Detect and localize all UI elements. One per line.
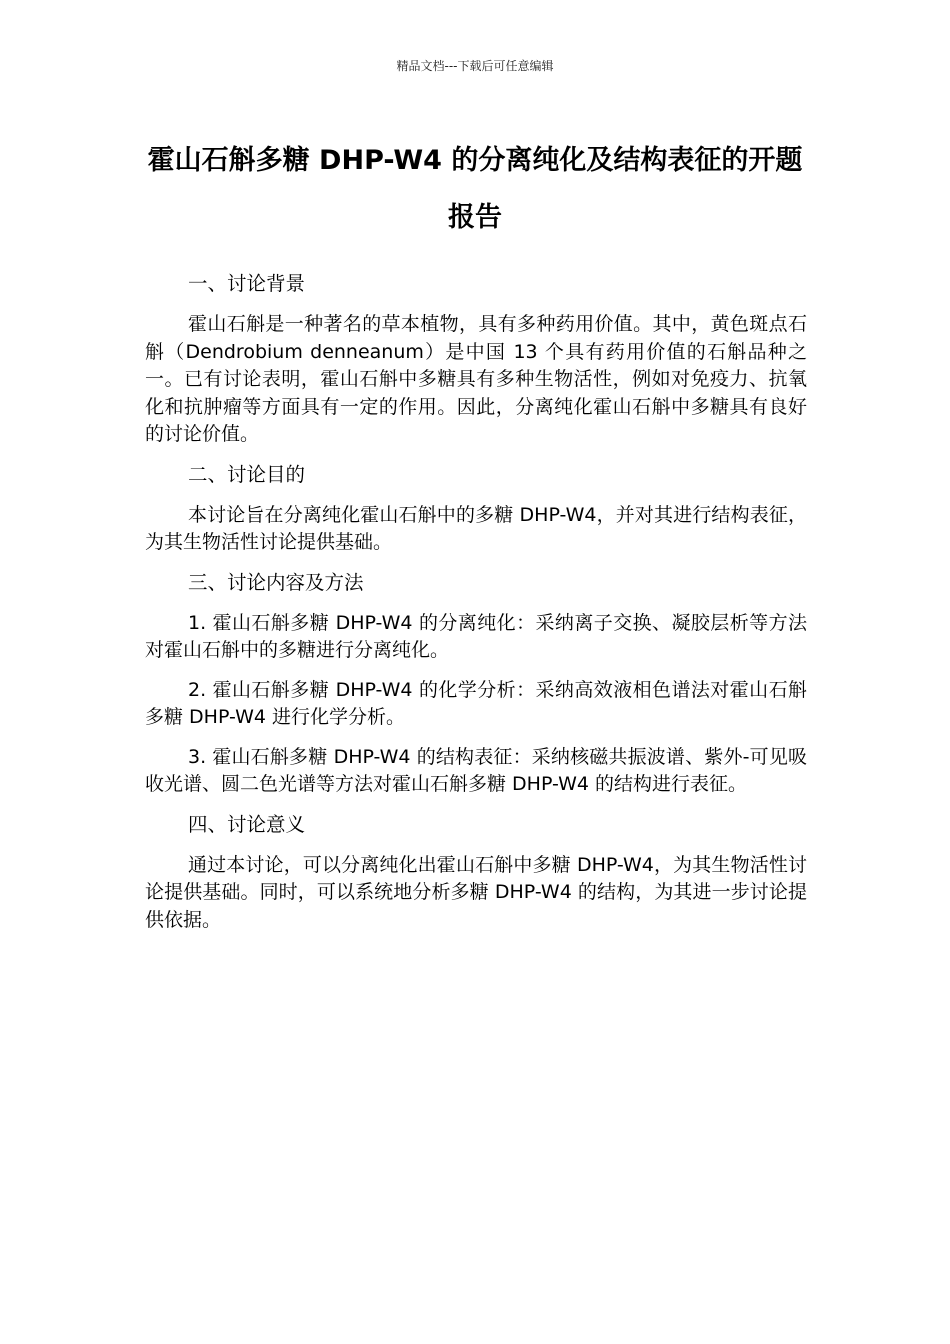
paragraph: 霍山石斛是一种著名的草本植物，具有多种药用价值。其中，黄色斑点石斛（Dendrobium denneanum）是中国 13 个具有药用价值的石斛品种之一。已有讨论表明，霍山石斛中多糖具有多种生物活性，例如对免疫力、抗氧化和抗肿瘤等方面具有一定的作用。因此，分离纯化霍山石斛中多糖具有良好的讨论价值。 — [145, 313, 807, 445]
section-significance — [145, 811, 807, 935]
section-heading: 一、讨论背景 — [188, 272, 306, 295]
list-item: 3. 霍山石斛多糖 DHP-W4 的结构表征：采纳核磁共振波谱、紫外-可见吸收光谱、圆二色光谱等方法对霍山石斛多糖 DHP-W4 的结构进行表征。 — [145, 745, 807, 795]
document-title: 霍山石斛多糖 DHP-W4 的分离纯化及结构表征的开题报告 — [147, 145, 803, 233]
paragraph: 通过本讨论，可以分离纯化出霍山石斛中多糖 DHP-W4，为其生物活性讨论提供基础。同时，可以系统地分析多糖 DHP-W4 的结构，为其进一步讨论提供依据。 — [145, 853, 807, 931]
section-purpose — [145, 461, 807, 557]
page-header: 精品文档---下载后可任意编辑 — [396, 59, 554, 73]
document-body — [145, 270, 807, 946]
paragraph: 本讨论旨在分离纯化霍山石斛中的多糖 DHP-W4，并对其进行结构表征，为其生物活性讨论提供基础。 — [145, 503, 807, 553]
section-heading: 四、讨论意义 — [188, 812, 306, 836]
section-content-methods — [145, 569, 807, 799]
list-item: 1. 霍山石斛多糖 DHP-W4 的分离纯化：采纳离子交换、凝胶层析等方法对霍山石斛中的多糖进行分离纯化。 — [145, 611, 807, 661]
section-heading: 二、讨论目的 — [188, 462, 306, 486]
list-item: 2. 霍山石斛多糖 DHP-W4 的化学分析：采纳高效液相色谱法对霍山石斛多糖 DHP-W4 进行化学分析。 — [145, 678, 807, 728]
section-heading: 三、讨论内容及方法 — [188, 570, 364, 594]
section-background — [145, 270, 807, 449]
